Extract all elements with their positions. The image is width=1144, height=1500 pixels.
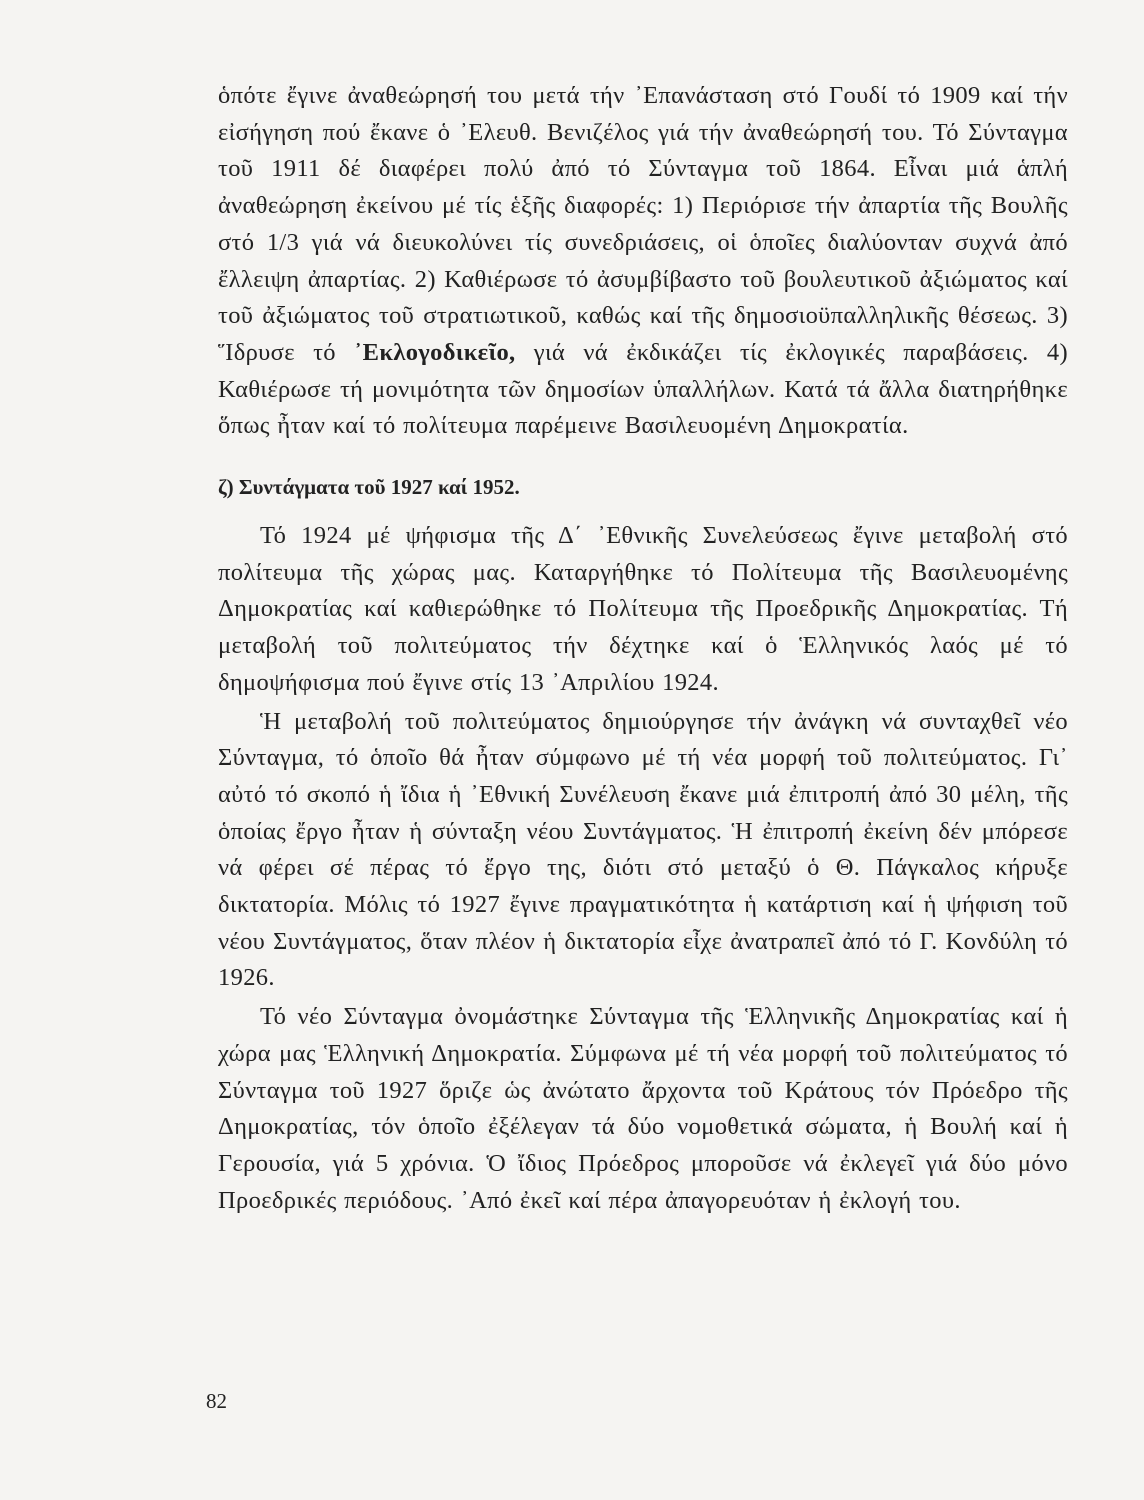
- continuation-text-part1: ὁπότε ἔγινε ἀναθεώρησή του μετά τήν ᾽Επανάσταση στό Γουδί τό 1909 καί τήν εἰσήγηση πού ἔκανε ὁ ᾽Ελευθ. Βενιζέλος γιά τήν ἀναθεώρησή του. Τό Σύνταγμα τοῦ 1911 δέ διαφέρει πολύ ἀπό τό Σύνταγμα τοῦ 1864. Εἶναι μιά ἁπλή ἀναθεώρηση ἐκείνου μέ τίς ἑξῆς διαφορές: 1) Περιόρισε τήν ἀπαρτία τῆς Βουλῆς στό 1/3 γιά νά διευκολύνει τίς συνεδριάσεις, οἱ ὁποῖες διαλύονταν συχνά ἀπό ἔλλειψη ἀπαρτίας. 2) Καθιέρωσε τό ἀσυμβίβαστο τοῦ βουλευτικοῦ ἀξιώματος καί τοῦ ἀξιώματος τοῦ στρατιωτικοῦ, καθώς καί τῆς δημοσιοϋπαλληλικῆς θέσεως. 3) Ἵδρυσε τό: [218, 82, 1068, 366]
- page-number: 82: [206, 1389, 227, 1413]
- continuation-text-part2: γιά νά ἐκδικάζει τίς ἐκλογικές παραβάσεις. 4) Καθιέρωσε τή μονιμότητα τῶν δημοσίων ὑπαλλήλων. Κατά τά ἄλλα διατηρήθηκε ὅπως ἦταν καί τό πολίτευμα παρέμεινε Βασιλευομένη Δημοκρατία.: [218, 338, 1068, 440]
- section-heading: ζ) Συντάγματα τοῦ 1927 καί 1952.: [218, 475, 520, 500]
- continuation-paragraph: [218, 78, 1068, 445]
- paragraph-1927-constitution: Τό νέο Σύνταγμα ὀνομάστηκε Σύνταγμα τῆς Ἑλληνικῆς Δημοκρατίας καί ἡ χώρα μας Ἑλληνική Δημοκρατία. Σύμφωνα μέ τή νέα μορφή τοῦ πολιτεύματος τό Σύνταγμα τοῦ 1927 ὅριζε ὡς ἀνώτατο ἄρχοντα τοῦ Κράτους τόν Πρόεδρο τῆς Δημοκρατίας, τόν ὁποῖο ἐξέλεγαν τά δύο νομοθετικά σώματα, ἡ Βουλή καί ἡ Γερουσία, γιά 5 χρόνια. Ὁ ἴδιος Πρόεδρος μποροῦσε νά ἐκλεγεῖ γιά δύο μόνο Προεδρικές περιόδους. ᾽Από ἐκεῖ καί πέρα ἀπαγορευόταν ἡ ἐκλογή του.: [218, 1003, 1068, 1214]
- text-column: [218, 78, 1068, 1219]
- bold-term-eklogodikeio: ᾽Εκλογοδικεῖο,: [354, 338, 516, 366]
- paragraph-new-constitution: Ἡ μεταβολή τοῦ πολιτεύματος δημιούργησε τήν ἀνάγκη νά συνταχθεῖ νέο Σύνταγμα, τό ὁποῖο θά ἦταν σύμφωνο μέ τή νέα μορφή τοῦ πολιτεύματος. Γι᾽ αὐτό τό σκοπό ἡ ἴδια ἡ ᾽Εθνική Συνέλευση ἔκανε μιά ἐπιτροπή ἀπό 30 μέλη, τῆς ὁποίας ἔργο ἦταν ἡ σύνταξη νέου Συντάγματος. Ἡ ἐπιτροπή ἐκείνη δέν μπόρεσε νά φέρει σέ πέρας τό ἔργο της, διότι στό μεταξύ ὁ Θ. Πάγκαλος κήρυξε δικτατορία. Μόλις τό 1927 ἔγινε πραγματικότητα ἡ κατάρτιση καί ἡ ψήφιση τοῦ νέου Συντάγματος, ὅταν πλέον ἡ δικτατορία εἶχε ἀνατραπεῖ ἀπό τό Γ. Κονδύλη τό 1926.: [218, 707, 1068, 992]
- paragraph-1924-change: Τό 1924 μέ ψήφισμα τῆς Δ΄ ᾽Εθνικῆς Συνελεύσεως ἔγινε μεταβολή στό πολίτευμα τῆς χώρας μας. Καταργήθηκε τό Πολίτευμα τῆς Βασιλευομένης Δημοκρατίας καί καθιερώθηκε τό Πολίτευμα τῆς Προεδρικῆς Δημοκρατίας. Τή μεταβολή τοῦ πολιτεύματος τήν δέχτηκε καί ὁ Ἑλληνικός λαός μέ τό δημοψήφισμα πού ἔγινε στίς 13 ᾽Απριλίου 1924.: [218, 522, 1068, 696]
